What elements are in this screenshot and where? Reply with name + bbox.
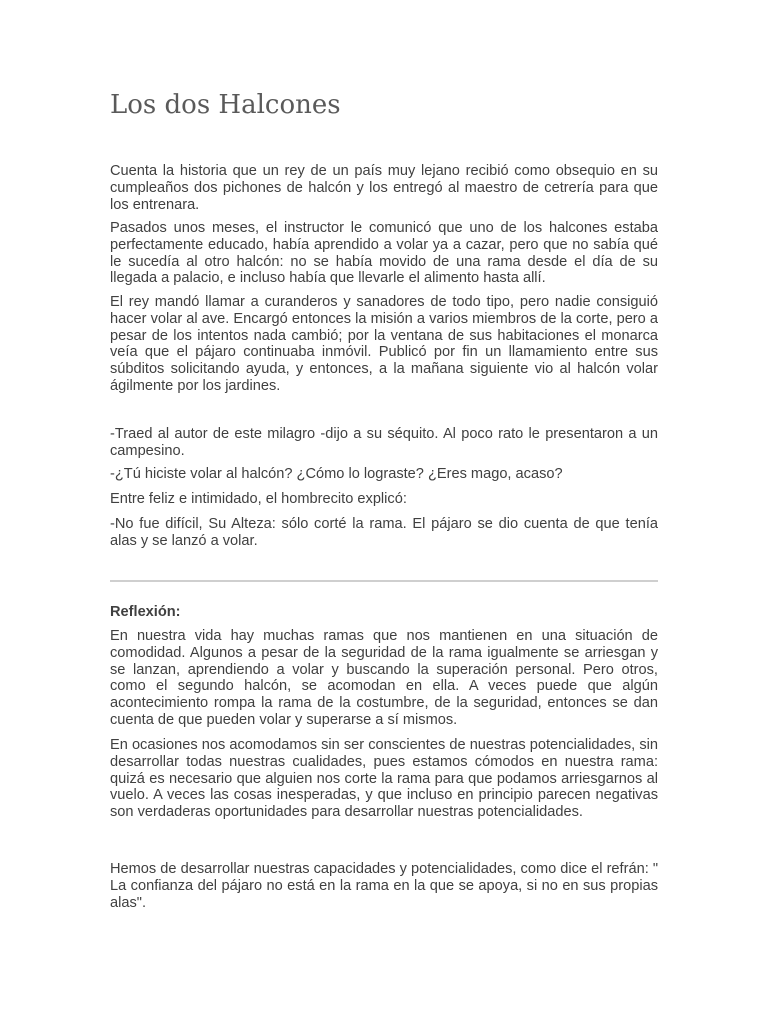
- reflection-paragraph-2: En ocasiones nos acomodamos sin ser conscientes de nuestras potencialidades, sin desarrollar todas nuestras cualidades, pues estamos cómodos en nuestra rama: quizá es necesario que alguien nos corte la rama para que podamos arriesgarnos al vuelo. A veces las cosas inesperadas, y que incluso en principio parecen negativas son verdaderas oportunidades para desarrollar nuestras potencialidades.: [110, 737, 658, 821]
- story-paragraph-5: -¿Tú hiciste volar al halcón? ¿Cómo lo lograste? ¿Eres mago, acaso?: [110, 466, 563, 482]
- reflection-heading: Reflexión:: [110, 604, 181, 620]
- document-title: Los dos Halcones: [110, 90, 341, 120]
- story-paragraph-6: Entre feliz e intimidado, el hombrecito explicó:: [110, 491, 407, 507]
- reflection-paragraph-3: Hemos de desarrollar nuestras capacidades y potencialidades, como dice el refrán: " La confianza del pájaro no está en la rama en la que se apoya, si no en sus propias alas".: [110, 861, 658, 911]
- story-paragraph-4: -Traed al autor de este milagro -dijo a su séquito. Al poco rato le presentaron a un campesino.: [110, 426, 658, 459]
- story-paragraph-2: Pasados unos meses, el instructor le comunicó que uno de los halcones estaba perfectamente educado, había aprendido a volar ya a cazar, pero que no sabía qué le sucedía al otro halcón: no se había movido de una rama desde el día de su llegada a palacio, e incluso había que llevarle el alimento hasta allí.: [110, 220, 658, 287]
- story-paragraph-1: Cuenta la historia que un rey de un país muy lejano recibió como obsequio en su cumpleaños dos pichones de halcón y los entregó al maestro de cetrería para que los entrenara.: [110, 163, 658, 213]
- story-paragraph-7: -No fue difícil, Su Alteza: sólo corté la rama. El pájaro se dio cuenta de que tenía alas y se lanzó a volar.: [110, 516, 658, 549]
- reflection-paragraph-1: En nuestra vida hay muchas ramas que nos mantienen en una situación de comodidad. Algunos a pesar de la seguridad de la rama igualmente se arriesgan y se lanzan, aprendiendo a volar y buscando la superación personal. Pero otros, como el segundo halcón, se acomodan en ella. A veces puede que algún acontecimiento rompa la rama de la costumbre, de la seguridad, entonces se dan cuenta de que pueden volar y superarse a sí mismos.: [110, 628, 658, 728]
- section-divider: [110, 580, 658, 582]
- story-paragraph-3: El rey mandó llamar a curanderos y sanadores de todo tipo, pero nadie consiguió hacer volar al ave. Encargó entonces la misión a varios miembros de la corte, pero a pesar de los intentos nada cambió; por la ventana de sus habitaciones el monarca veía que el pájaro continuaba inmóvil. Publicó por fin un llamamiento entre sus súbditos solicitando ayuda, y entonces, a la mañana siguiente vio al halcón volar ágilmente por los jardines.: [110, 294, 658, 394]
